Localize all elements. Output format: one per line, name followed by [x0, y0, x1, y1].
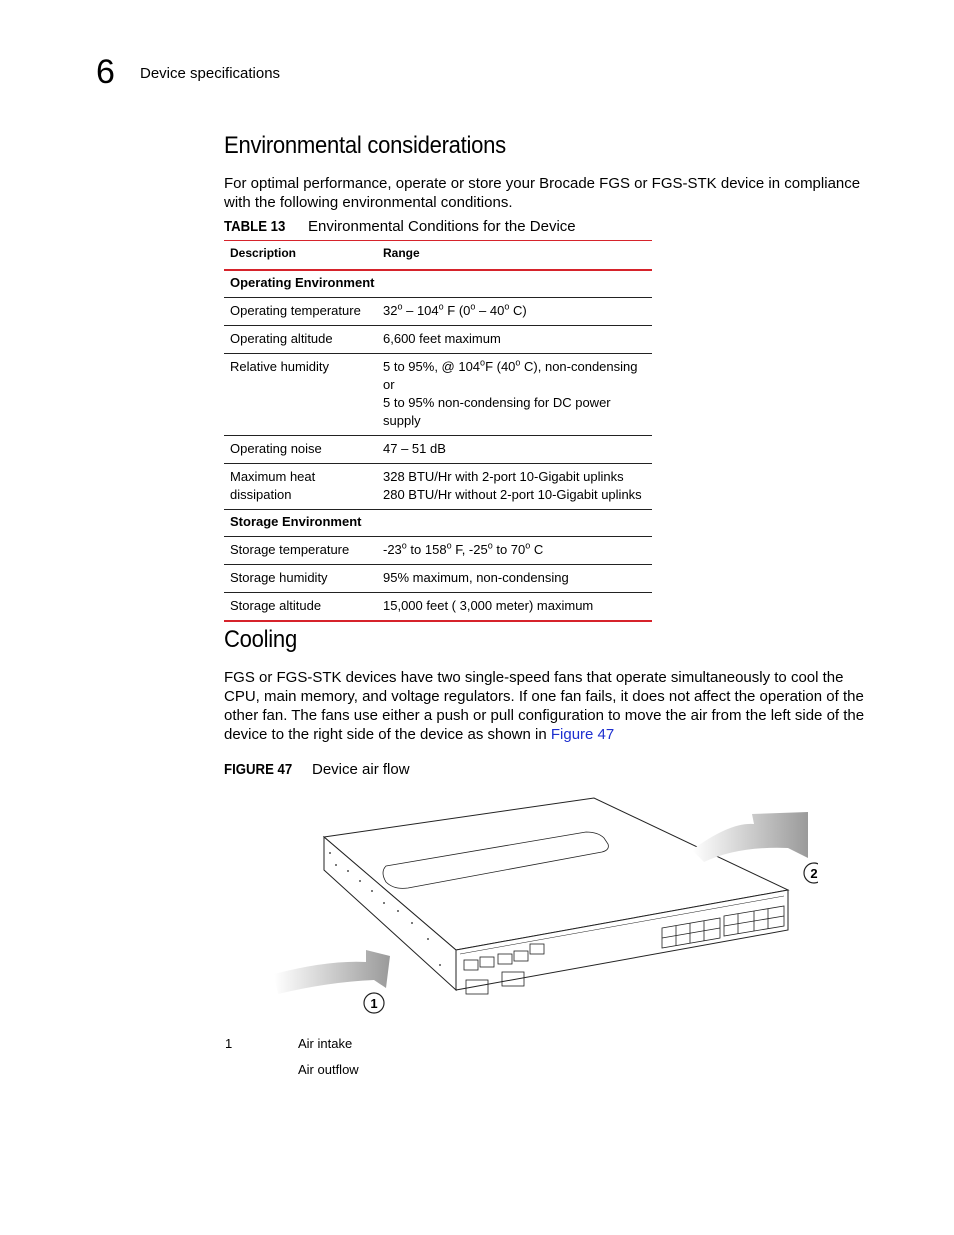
table-row	[224, 565, 652, 593]
row-label: Relative humidity	[230, 359, 329, 374]
row-label: Storage altitude	[230, 598, 322, 613]
chapter-number: 6	[96, 53, 115, 91]
table-row	[224, 593, 652, 622]
table-group-row	[224, 270, 652, 298]
legend-item-1-number: 1	[225, 1036, 233, 1051]
row-value: 95% maximum, non-condensing	[383, 570, 569, 585]
chapter-title: Device specifications	[140, 65, 281, 82]
header-range: Range	[383, 246, 420, 260]
row-value: 15,000 feet ( 3,000 meter) maximum	[383, 598, 594, 613]
table-header-row	[224, 241, 652, 271]
device-airflow-figure	[268, 792, 818, 1024]
table-row	[224, 436, 652, 464]
row-label: Maximum heat dissipation	[230, 469, 316, 502]
environment-table	[224, 240, 652, 622]
figure-caption-label: FIGURE 47	[224, 761, 293, 778]
figure-caption	[224, 761, 410, 778]
row-label: Storage humidity	[230, 570, 328, 585]
table-row	[224, 298, 652, 326]
svg-text:1: 1	[370, 996, 378, 1011]
table-group-row	[224, 510, 652, 537]
callout-1	[364, 993, 384, 1013]
row-label: Operating temperature	[230, 303, 361, 318]
row-label: Operating altitude	[230, 331, 333, 346]
table-row	[224, 464, 652, 510]
figure-caption-text: Device air flow	[312, 761, 410, 778]
table-row	[224, 537, 652, 565]
cooling-paragraph: FGS or FGS-STK devices have two single-speed fans that operate simultaneously to cool the CPU, main memory, and voltage regulators. If one fan fails, it does not affect the operation of the other fan. The fans use either a push or pull configuration to move the air from the left side of the device to the right side of the device as shown in Figure 47	[224, 669, 865, 743]
header-description: Description	[230, 246, 297, 260]
air-outflow-arrow	[692, 812, 808, 862]
air-intake-arrow	[274, 950, 390, 994]
legend-item-2-text: Air outflow	[298, 1062, 359, 1077]
section-title-environmental: Environmental considerations	[224, 132, 506, 159]
row-value: 6,600 feet maximum	[383, 331, 501, 346]
figure-47-link[interactable]: Figure 47	[550, 726, 615, 743]
row-label: Storage temperature	[230, 542, 350, 557]
row-value: 32$^o$ – 104$^o$ F (0$^o$ – 40$^o$ C)	[383, 301, 527, 318]
row-value: 328 BTU/Hr with 2-port 10-Gigabit uplinks 280 BTU/Hr without 2-port 10-Gigabit uplinks	[383, 469, 642, 502]
svg-text:2: 2	[810, 866, 818, 881]
section-title-cooling: Cooling	[224, 626, 297, 653]
table-caption-label: TABLE 13	[224, 218, 286, 235]
table-row	[224, 354, 652, 436]
table-caption-text: Environmental Conditions for the Device	[308, 218, 576, 235]
row-value: 5 to 95%, @ 104$^o$F (40$^o$ C), non-condensing or 5 to 95% non-condensing for DC power supply	[383, 357, 638, 428]
legend-item-1-text: Air intake	[298, 1036, 353, 1051]
row-value: -23$^o$ to 158$^o$ F, -25$^o$ to 70$^o$ C	[383, 540, 544, 557]
row-value: 47 – 51 dB	[383, 441, 446, 456]
group-operating: Operating Environment	[230, 275, 375, 290]
callout-2	[804, 863, 818, 883]
table-row	[224, 326, 652, 354]
group-storage: Storage Environment	[230, 514, 362, 529]
table-caption	[224, 218, 576, 235]
section-intro: For optimal performance, operate or store your Brocade FGS or FGS-STK device in compliance with the following environmental conditions.	[224, 175, 861, 211]
row-label: Operating noise	[230, 441, 322, 456]
